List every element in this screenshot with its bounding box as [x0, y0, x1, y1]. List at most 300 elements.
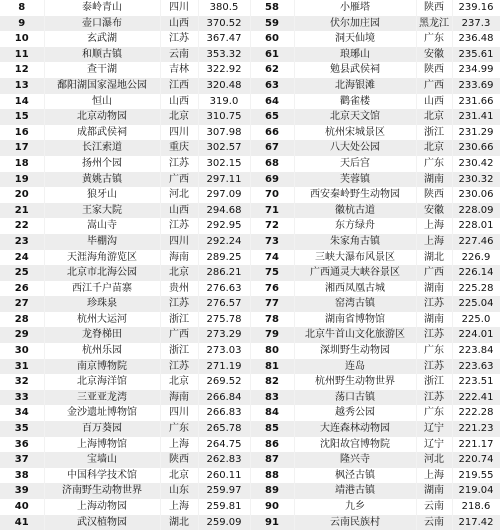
table-row [0, 47, 500, 63]
table-row [0, 218, 500, 234]
right-province-cell: 广东 [416, 343, 452, 359]
left-name-cell: 鄱阳湖国家湿地公园 [44, 78, 160, 94]
right-name-cell: 天后宫 [294, 156, 416, 172]
right-province-cell: 上海 [416, 234, 452, 250]
left-province-cell: 四川 [160, 234, 198, 250]
left-score-cell: 264.75 [198, 437, 250, 453]
right-province-cell: 上海 [416, 468, 452, 484]
left-score-cell: 262.83 [198, 452, 250, 468]
left-name-cell: 珍珠泉 [44, 296, 160, 312]
table-row [0, 16, 500, 32]
right-score-cell: 217.42 [452, 515, 500, 530]
right-province-cell: 安徽 [416, 47, 452, 63]
right-rank-cell: 89 [250, 483, 294, 499]
right-name-cell: 杭州宋城景区 [294, 125, 416, 141]
left-rank-cell: 29 [0, 327, 44, 343]
right-province-cell: 山西 [416, 94, 452, 110]
left-name-cell: 成都武侯祠 [44, 125, 160, 141]
left-score-cell: 260.11 [198, 468, 250, 484]
right-province-cell: 安徽 [416, 203, 452, 219]
right-province-cell: 湖南 [416, 281, 452, 297]
left-score-cell: 259.81 [198, 499, 250, 515]
left-province-cell: 海南 [160, 250, 198, 266]
left-name-cell: 王家大院 [44, 203, 160, 219]
left-score-cell: 380.5 [198, 0, 250, 16]
right-province-cell: 河北 [416, 452, 452, 468]
left-name-cell: 嵩山寺 [44, 218, 160, 234]
table-row [0, 140, 500, 156]
table-row [0, 0, 500, 16]
left-rank-cell: 13 [0, 78, 44, 94]
right-score-cell: 221.17 [452, 437, 500, 453]
right-score-cell: 222.41 [452, 390, 500, 406]
right-name-cell: 隆兴寺 [294, 452, 416, 468]
right-rank-cell: 78 [250, 312, 294, 328]
right-rank-cell: 91 [250, 515, 294, 530]
table-row [0, 78, 500, 94]
right-score-cell: 239.16 [452, 0, 500, 16]
left-province-cell: 广西 [160, 327, 198, 343]
left-score-cell: 302.57 [198, 140, 250, 156]
table-row [0, 468, 500, 484]
left-score-cell: 302.15 [198, 156, 250, 172]
left-rank-cell: 21 [0, 203, 44, 219]
right-score-cell: 218.6 [452, 499, 500, 515]
left-name-cell: 宝墙山 [44, 452, 160, 468]
right-score-cell: 233.69 [452, 78, 500, 94]
right-province-cell: 湖南 [416, 172, 452, 188]
right-score-cell: 237.3 [452, 16, 500, 32]
left-score-cell: 307.98 [198, 125, 250, 141]
left-rank-cell: 33 [0, 390, 44, 406]
table-row [0, 327, 500, 343]
left-name-cell: 扬州个园 [44, 156, 160, 172]
left-name-cell: 泰岭青山 [44, 0, 160, 16]
right-province-cell: 辽宁 [416, 437, 452, 453]
left-score-cell: 289.25 [198, 250, 250, 266]
right-score-cell: 230.32 [452, 172, 500, 188]
right-rank-cell: 69 [250, 172, 294, 188]
right-score-cell: 219.04 [452, 483, 500, 499]
right-rank-cell: 82 [250, 374, 294, 390]
table-row [0, 515, 500, 530]
left-name-cell: 狼牙山 [44, 187, 160, 203]
left-province-cell: 山西 [160, 94, 198, 110]
right-score-cell: 227.46 [452, 234, 500, 250]
right-score-cell: 222.28 [452, 405, 500, 421]
left-province-cell: 江苏 [160, 156, 198, 172]
right-name-cell: 深圳野生动物园 [294, 343, 416, 359]
right-score-cell: 223.63 [452, 359, 500, 375]
left-rank-cell: 40 [0, 499, 44, 515]
right-rank-cell: 88 [250, 468, 294, 484]
right-province-cell: 云南 [416, 499, 452, 515]
right-rank-cell: 81 [250, 359, 294, 375]
right-province-cell: 江苏 [416, 327, 452, 343]
left-province-cell: 四川 [160, 125, 198, 141]
right-province-cell: 浙江 [416, 374, 452, 390]
right-score-cell: 236.48 [452, 31, 500, 47]
right-score-cell: 230.66 [452, 140, 500, 156]
left-name-cell: 上海动物园 [44, 499, 160, 515]
left-rank-cell: 26 [0, 281, 44, 297]
right-province-cell: 陕西 [416, 187, 452, 203]
left-score-cell: 259.97 [198, 483, 250, 499]
left-score-cell: 276.57 [198, 296, 250, 312]
table-row [0, 312, 500, 328]
left-name-cell: 黄姚古镇 [44, 172, 160, 188]
left-province-cell: 北京 [160, 468, 198, 484]
left-rank-cell: 19 [0, 172, 44, 188]
table-row [0, 483, 500, 499]
right-province-cell: 云南 [416, 515, 452, 530]
table-row [0, 359, 500, 375]
right-rank-cell: 71 [250, 203, 294, 219]
left-name-cell: 中国科学技术馆 [44, 468, 160, 484]
left-province-cell: 河北 [160, 187, 198, 203]
left-name-cell: 北京市北海公园 [44, 265, 160, 281]
left-score-cell: 294.68 [198, 203, 250, 219]
right-rank-cell: 74 [250, 250, 294, 266]
table-row [0, 250, 500, 266]
left-rank-cell: 41 [0, 515, 44, 530]
left-name-cell: 天涯海角游览区 [44, 250, 160, 266]
right-province-cell: 浙江 [416, 125, 452, 141]
right-province-cell: 广东 [416, 31, 452, 47]
right-rank-cell: 80 [250, 343, 294, 359]
right-name-cell: 沈阳故宫博物院 [294, 437, 416, 453]
left-rank-cell: 24 [0, 250, 44, 266]
table-row [0, 343, 500, 359]
left-name-cell: 查干湖 [44, 62, 160, 78]
table-row [0, 234, 500, 250]
right-score-cell: 231.41 [452, 109, 500, 125]
right-province-cell: 陕西 [416, 62, 452, 78]
right-name-cell: 窑湾古镇 [294, 296, 416, 312]
table-row [0, 31, 500, 47]
left-name-cell: 西江千户苗寨 [44, 281, 160, 297]
right-province-cell: 北京 [416, 109, 452, 125]
right-name-cell: 越秀公园 [294, 405, 416, 421]
right-province-cell: 江苏 [416, 296, 452, 312]
right-rank-cell: 87 [250, 452, 294, 468]
left-score-cell: 266.83 [198, 405, 250, 421]
table-row [0, 156, 500, 172]
right-rank-cell: 72 [250, 218, 294, 234]
right-rank-cell: 75 [250, 265, 294, 281]
left-rank-cell: 23 [0, 234, 44, 250]
left-rank-cell: 30 [0, 343, 44, 359]
right-name-cell: 徽杭古道 [294, 203, 416, 219]
right-name-cell: 北海银滩 [294, 78, 416, 94]
left-name-cell: 百万葵园 [44, 421, 160, 437]
right-name-cell: 北京天文馆 [294, 109, 416, 125]
left-score-cell: 265.78 [198, 421, 250, 437]
left-rank-cell: 28 [0, 312, 44, 328]
right-rank-cell: 84 [250, 405, 294, 421]
left-rank-cell: 15 [0, 109, 44, 125]
right-province-cell: 广西 [416, 78, 452, 94]
right-score-cell: 234.99 [452, 62, 500, 78]
right-name-cell: 鹳雀楼 [294, 94, 416, 110]
table-row [0, 390, 500, 406]
right-rank-cell: 77 [250, 296, 294, 312]
left-score-cell: 353.32 [198, 47, 250, 63]
left-province-cell: 贵州 [160, 281, 198, 297]
left-rank-cell: 35 [0, 421, 44, 437]
right-rank-cell: 68 [250, 156, 294, 172]
left-rank-cell: 22 [0, 218, 44, 234]
right-rank-cell: 64 [250, 94, 294, 110]
left-name-cell: 杭州大运河 [44, 312, 160, 328]
right-rank-cell: 59 [250, 16, 294, 32]
left-rank-cell: 8 [0, 0, 44, 16]
left-rank-cell: 38 [0, 468, 44, 484]
table-row [0, 172, 500, 188]
right-name-cell: 连岛 [294, 359, 416, 375]
right-rank-cell: 73 [250, 234, 294, 250]
right-rank-cell: 67 [250, 140, 294, 156]
right-name-cell: 靖港古镇 [294, 483, 416, 499]
right-rank-cell: 60 [250, 31, 294, 47]
right-name-cell: 大连森林动物园 [294, 421, 416, 437]
right-score-cell: 223.51 [452, 374, 500, 390]
right-name-cell: 九乡 [294, 499, 416, 515]
left-rank-cell: 25 [0, 265, 44, 281]
left-province-cell: 浙江 [160, 343, 198, 359]
left-name-cell: 毕棚沟 [44, 234, 160, 250]
left-score-cell: 322.92 [198, 62, 250, 78]
right-score-cell: 230.06 [452, 187, 500, 203]
left-name-cell: 三亚亚龙湾 [44, 390, 160, 406]
left-score-cell: 310.75 [198, 109, 250, 125]
right-province-cell: 广东 [416, 405, 452, 421]
left-name-cell: 恒山 [44, 94, 160, 110]
left-province-cell: 北京 [160, 374, 198, 390]
left-province-cell: 吉林 [160, 62, 198, 78]
left-name-cell: 南京博物院 [44, 359, 160, 375]
right-name-cell: 枫泾古镇 [294, 468, 416, 484]
left-score-cell: 297.11 [198, 172, 250, 188]
right-score-cell: 225.04 [452, 296, 500, 312]
left-name-cell: 龙脊梯田 [44, 327, 160, 343]
table-row [0, 265, 500, 281]
left-rank-cell: 12 [0, 62, 44, 78]
left-province-cell: 北京 [160, 109, 198, 125]
left-rank-cell: 14 [0, 94, 44, 110]
right-name-cell: 北京牛首山文化旅游区 [294, 327, 416, 343]
right-score-cell: 219.55 [452, 468, 500, 484]
table-row [0, 421, 500, 437]
right-rank-cell: 85 [250, 421, 294, 437]
right-name-cell: 伏尔加庄园 [294, 16, 416, 32]
right-score-cell: 226.14 [452, 265, 500, 281]
right-score-cell: 226.9 [452, 250, 500, 266]
table-row [0, 281, 500, 297]
right-name-cell: 杭州野生动物世界 [294, 374, 416, 390]
right-name-cell: 荡口古镇 [294, 390, 416, 406]
left-rank-cell: 10 [0, 31, 44, 47]
right-province-cell: 辽宁 [416, 421, 452, 437]
right-score-cell: 224.01 [452, 327, 500, 343]
right-province-cell: 北京 [416, 140, 452, 156]
left-score-cell: 286.21 [198, 265, 250, 281]
left-score-cell: 292.24 [198, 234, 250, 250]
left-province-cell: 山东 [160, 483, 198, 499]
left-rank-cell: 36 [0, 437, 44, 453]
right-score-cell: 221.23 [452, 421, 500, 437]
left-rank-cell: 34 [0, 405, 44, 421]
left-province-cell: 上海 [160, 437, 198, 453]
left-province-cell: 江苏 [160, 296, 198, 312]
left-score-cell: 292.95 [198, 218, 250, 234]
right-province-cell: 湖北 [416, 250, 452, 266]
left-rank-cell: 17 [0, 140, 44, 156]
left-province-cell: 云南 [160, 47, 198, 63]
left-name-cell: 和顺古镇 [44, 47, 160, 63]
left-rank-cell: 32 [0, 374, 44, 390]
right-score-cell: 228.01 [452, 218, 500, 234]
right-score-cell: 225.28 [452, 281, 500, 297]
table-row [0, 437, 500, 453]
left-score-cell: 271.19 [198, 359, 250, 375]
left-score-cell: 269.52 [198, 374, 250, 390]
table-row [0, 296, 500, 312]
right-province-cell: 黑龙江 [416, 16, 452, 32]
left-province-cell: 四川 [160, 405, 198, 421]
left-rank-cell: 31 [0, 359, 44, 375]
right-name-cell: 八大处公园 [294, 140, 416, 156]
right-name-cell: 云南民族村 [294, 515, 416, 530]
right-rank-cell: 58 [250, 0, 294, 16]
table-row [0, 203, 500, 219]
left-score-cell: 320.48 [198, 78, 250, 94]
left-province-cell: 四川 [160, 0, 198, 16]
right-score-cell: 231.66 [452, 94, 500, 110]
right-name-cell: 西安秦岭野生动物园 [294, 187, 416, 203]
left-province-cell: 江苏 [160, 31, 198, 47]
left-name-cell: 金沙遗址博物馆 [44, 405, 160, 421]
right-province-cell: 广西 [416, 265, 452, 281]
right-name-cell: 东方绿舟 [294, 218, 416, 234]
table-row [0, 405, 500, 421]
left-rank-cell: 11 [0, 47, 44, 63]
right-rank-cell: 83 [250, 390, 294, 406]
left-province-cell: 湖北 [160, 515, 198, 530]
right-province-cell: 江苏 [416, 359, 452, 375]
table-row [0, 125, 500, 141]
right-province-cell: 湖南 [416, 483, 452, 499]
right-name-cell: 琅琊山 [294, 47, 416, 63]
right-name-cell: 芙蓉镇 [294, 172, 416, 188]
left-name-cell: 武汉植物园 [44, 515, 160, 530]
right-province-cell: 湖南 [416, 312, 452, 328]
left-score-cell: 273.03 [198, 343, 250, 359]
right-rank-cell: 90 [250, 499, 294, 515]
left-province-cell: 江西 [160, 78, 198, 94]
right-score-cell: 228.09 [452, 203, 500, 219]
right-province-cell: 广东 [416, 156, 452, 172]
right-rank-cell: 61 [250, 47, 294, 63]
left-score-cell: 319.0 [198, 94, 250, 110]
right-rank-cell: 76 [250, 281, 294, 297]
left-province-cell: 江苏 [160, 218, 198, 234]
left-province-cell: 上海 [160, 499, 198, 515]
right-rank-cell: 79 [250, 327, 294, 343]
right-score-cell: 230.42 [452, 156, 500, 172]
right-rank-cell: 65 [250, 109, 294, 125]
right-name-cell: 三峡大瀑布风景区 [294, 250, 416, 266]
left-score-cell: 276.63 [198, 281, 250, 297]
left-name-cell: 长江索道 [44, 140, 160, 156]
left-score-cell: 367.47 [198, 31, 250, 47]
right-name-cell: 广西通灵大峡谷景区 [294, 265, 416, 281]
left-province-cell: 广东 [160, 421, 198, 437]
left-name-cell: 北京动物园 [44, 109, 160, 125]
left-name-cell: 上海博物馆 [44, 437, 160, 453]
right-name-cell: 湖南省博物馆 [294, 312, 416, 328]
left-rank-cell: 16 [0, 125, 44, 141]
right-rank-cell: 66 [250, 125, 294, 141]
left-rank-cell: 27 [0, 296, 44, 312]
table-row [0, 374, 500, 390]
left-province-cell: 海南 [160, 390, 198, 406]
left-province-cell: 浙江 [160, 312, 198, 328]
left-name-cell: 杭州乐园 [44, 343, 160, 359]
left-province-cell: 山西 [160, 16, 198, 32]
left-name-cell: 济南野生动物世界 [44, 483, 160, 499]
right-province-cell: 江苏 [416, 390, 452, 406]
right-name-cell: 洞天仙境 [294, 31, 416, 47]
table-row [0, 62, 500, 78]
table-row [0, 187, 500, 203]
left-name-cell: 北京海洋馆 [44, 374, 160, 390]
left-rank-cell: 39 [0, 483, 44, 499]
left-province-cell: 江苏 [160, 359, 198, 375]
right-province-cell: 上海 [416, 218, 452, 234]
table-row [0, 94, 500, 110]
left-name-cell: 玄武湖 [44, 31, 160, 47]
table-row [0, 499, 500, 515]
left-score-cell: 297.09 [198, 187, 250, 203]
table-row [0, 452, 500, 468]
left-province-cell: 重庆 [160, 140, 198, 156]
left-province-cell: 北京 [160, 265, 198, 281]
right-rank-cell: 86 [250, 437, 294, 453]
left-score-cell: 370.52 [198, 16, 250, 32]
right-name-cell: 小雁塔 [294, 0, 416, 16]
right-score-cell: 223.84 [452, 343, 500, 359]
left-name-cell: 壶口瀑布 [44, 16, 160, 32]
left-rank-cell: 37 [0, 452, 44, 468]
left-score-cell: 266.84 [198, 390, 250, 406]
right-name-cell: 勉县武侯祠 [294, 62, 416, 78]
left-score-cell: 275.78 [198, 312, 250, 328]
right-name-cell: 朱家角古镇 [294, 234, 416, 250]
right-score-cell: 220.74 [452, 452, 500, 468]
left-score-cell: 273.29 [198, 327, 250, 343]
left-province-cell: 广西 [160, 172, 198, 188]
table-row [0, 109, 500, 125]
left-rank-cell: 9 [0, 16, 44, 32]
right-score-cell: 235.61 [452, 47, 500, 63]
right-rank-cell: 62 [250, 62, 294, 78]
right-score-cell: 231.29 [452, 125, 500, 141]
left-province-cell: 陕西 [160, 452, 198, 468]
right-score-cell: 225.0 [452, 312, 500, 328]
left-score-cell: 259.09 [198, 515, 250, 530]
left-rank-cell: 18 [0, 156, 44, 172]
